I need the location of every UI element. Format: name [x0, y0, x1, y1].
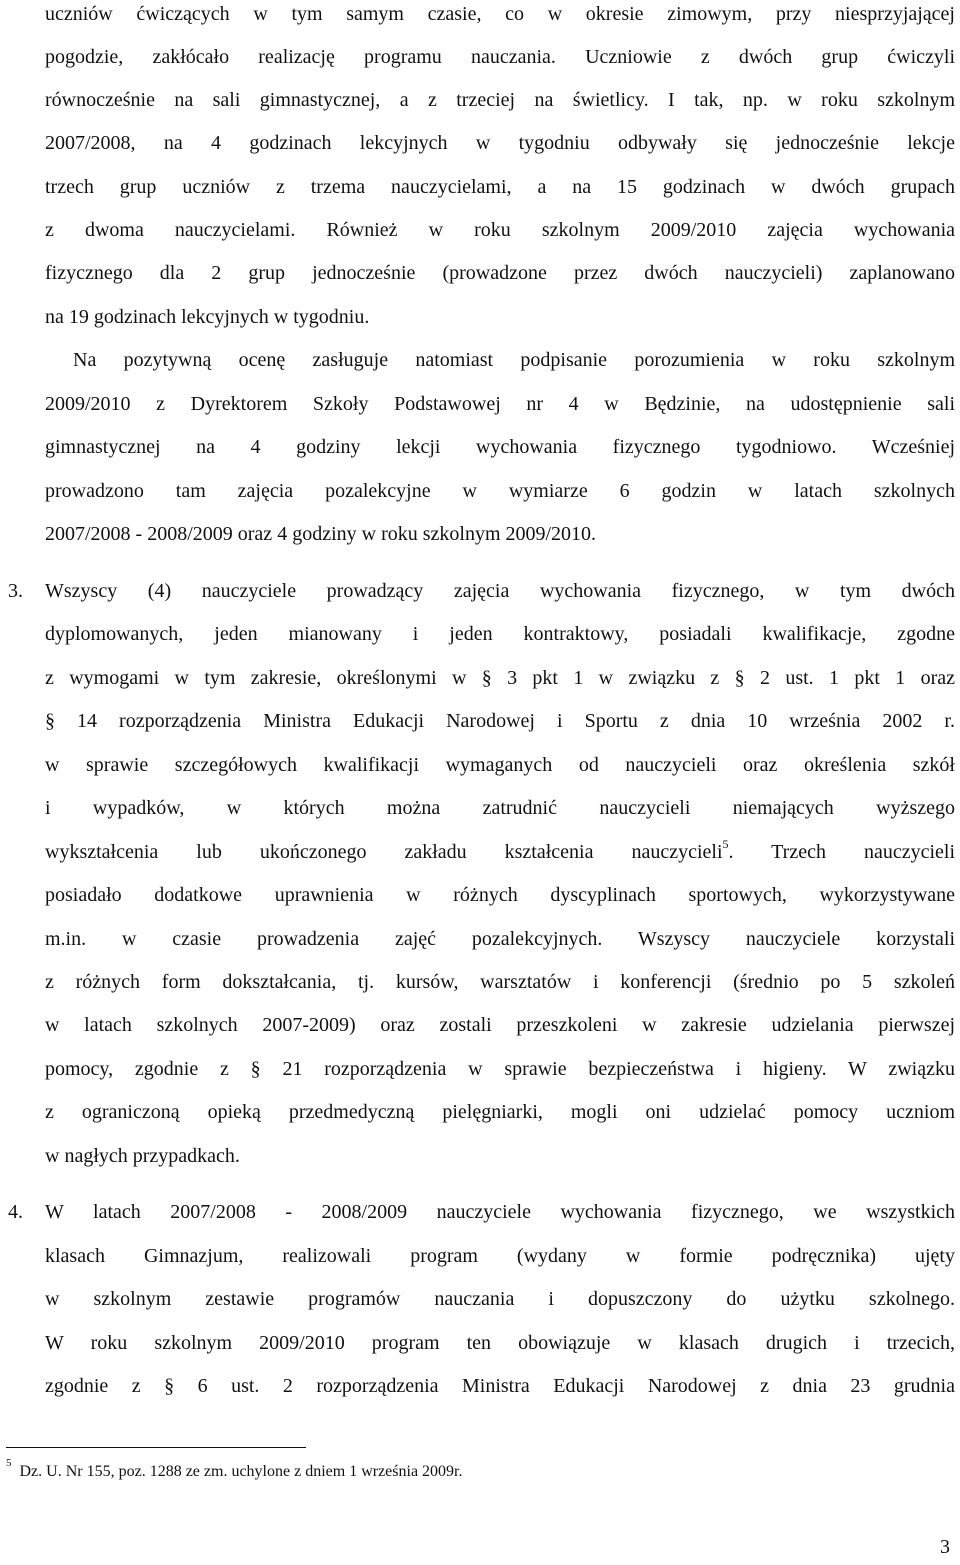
list-item-line: pomocy, zgodnie z § 21 rozporządzenia w sprawie bezpieczeństwa i higieny. W związku [45, 1058, 955, 1080]
list-item-line: z wymogami w tym zakresie, określonymi w § 3 pkt 1 w związku z § 2 ust. 1 pkt 1 oraz [45, 667, 955, 689]
paragraph-line: gimnastycznej na 4 godziny lekcji wychowania fizycznego tygodniowo. Wcześniej [45, 436, 955, 458]
list-item-line: z ograniczoną opieką przedmedyczną pielęgniarki, mogli oni udzielać pomocy uczniom [45, 1101, 955, 1123]
list-number: 4. [8, 1201, 23, 1223]
list-item-line: § 14 rozporządzenia Ministra Edukacji Narodowej i Sportu z dnia 10 września 2002 r. [45, 710, 955, 732]
paragraph-line: 2007/2008 - 2008/2009 oraz 4 godziny w roku szkolnym 2009/2010. [45, 523, 597, 545]
line-text: wykształcenia lub ukończonego zakładu kształcenia nauczycieli [45, 841, 723, 863]
footnote-reference[interactable]: 5 [722, 837, 729, 852]
list-number: 3. [8, 580, 23, 602]
list-item-line: i wypadków, w których można zatrudnić nauczycieli niemających wyższego [45, 797, 955, 819]
footnote-separator [6, 1447, 306, 1448]
list-item-line: m.in. w czasie prowadzenia zajęć pozalekcyjnych. Wszyscy nauczyciele korzystali [45, 928, 955, 950]
paragraph-line: równocześnie na sali gimnastycznej, a z trzeciej na świetlicy. I tak, np. w roku szkolnym [45, 89, 955, 111]
list-item-line: posiadało dodatkowe uprawnienia w różnych dyscyplinach sportowych, wykorzystywane [45, 884, 955, 906]
list-item-line: w sprawie szczegółowych kwalifikacji wymaganych od nauczycieli oraz określenia szkół [45, 754, 955, 776]
line-text: . Trzech nauczycieli [728, 841, 955, 863]
paragraph-line: fizycznego dla 2 grup jednocześnie (prowadzone przez dwóch nauczycieli) zaplanowano [45, 262, 955, 284]
list-item-line [45, 837, 955, 864]
footnote-text: Dz. U. Nr 155, poz. 1288 ze zm. uchylone z dniem 1 września 2009r. [19, 1463, 463, 1480]
list-item-line: dyplomowanych, jeden mianowany i jeden kontraktowy, posiadali kwalifikacje, zgodne [45, 623, 955, 645]
list-item-line: klasach Gimnazjum, realizowali program (wydany w formie podręcznika) ujęty [45, 1245, 955, 1267]
paragraph-line: z dwoma nauczycielami. Również w roku szkolnym 2009/2010 zajęcia wychowania [45, 219, 955, 241]
list-item-line: Wszyscy (4) nauczyciele prowadzący zajęcia wychowania fizycznego, w tym dwóch [45, 580, 955, 602]
list-item-line: w latach szkolnych 2007-2009) oraz zostali przeszkoleni w zakresie udzielania pierwszej [45, 1014, 955, 1036]
paragraph-line: 2009/2010 z Dyrektorem Szkoły Podstawowej nr 4 w Będzinie, na udostępnienie sali [45, 393, 955, 415]
footnote [6, 1456, 463, 1482]
list-item-line: W latach 2007/2008 - 2008/2009 nauczyciele wychowania fizycznego, we wszystkich [45, 1201, 955, 1223]
paragraph-line: pogodzie, zakłócało realizację programu nauczania. Uczniowie z dwóch grup ćwiczyli [45, 46, 955, 68]
list-item-line: z różnych form dokształcania, tj. kursów, warsztatów i konferencji (średnio po 5 szkoleń [45, 971, 955, 993]
list-item-line: W roku szkolnym 2009/2010 program ten obowiązuje w klasach drugich i trzecich, [45, 1332, 955, 1354]
list-item-line: w nagłych przypadkach. [45, 1145, 240, 1167]
paragraph-line: uczniów ćwiczących w tym samym czasie, co w okresie zimowym, przy niesprzyjającej [45, 3, 955, 25]
list-item-line: zgodnie z § 6 ust. 2 rozporządzenia Ministra Edukacji Narodowej z dnia 23 grudnia [45, 1375, 955, 1397]
page-number: 3 [940, 1536, 950, 1558]
paragraph-line: 2007/2008, na 4 godzinach lekcyjnych w tygodniu odbywały się jednocześnie lekcje [45, 132, 955, 154]
footnote-marker: 5 [6, 1456, 12, 1469]
list-item-line: w szkolnym zestawie programów nauczania i dopuszczony do użytku szkolnego. [45, 1288, 955, 1310]
paragraph-line: Na pozytywną ocenę zasługuje natomiast podpisanie porozumienia w roku szkolnym [73, 349, 955, 371]
paragraph-line: na 19 godzinach lekcyjnych w tygodniu. [45, 306, 370, 328]
paragraph-line: trzech grup uczniów z trzema nauczycielami, a na 15 godzinach w dwóch grupach [45, 176, 955, 198]
paragraph-line: prowadzono tam zajęcia pozalekcyjne w wymiarze 6 godzin w latach szkolnych [45, 480, 955, 502]
